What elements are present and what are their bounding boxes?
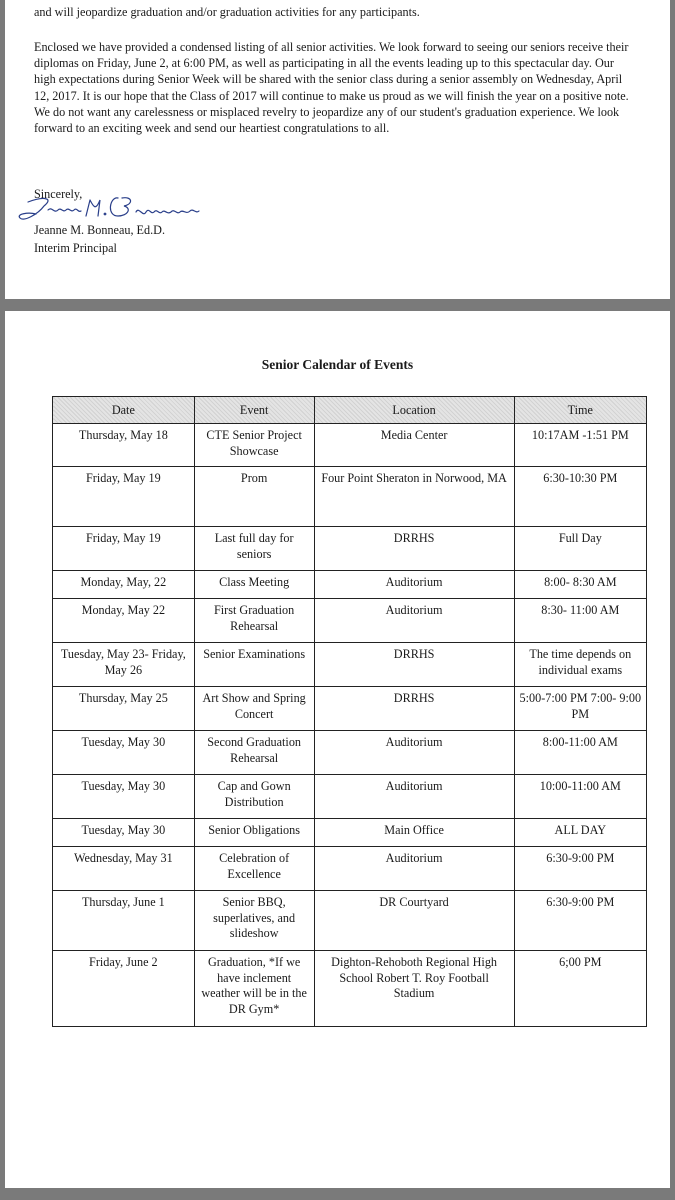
cell-date: Thursday, May 25 — [53, 687, 195, 731]
table-row — [53, 775, 647, 819]
table-row — [53, 731, 647, 775]
header-location: Location — [314, 397, 514, 424]
cell-time: 6:30-10:30 PM — [514, 467, 646, 527]
cell-date: Thursday, May 18 — [53, 424, 195, 467]
table-header-row — [53, 397, 647, 424]
cell-date: Tuesday, May 30 — [53, 775, 195, 819]
cell-event: Class Meeting — [194, 571, 314, 599]
cell-date: Thursday, June 1 — [53, 891, 195, 951]
cell-event: Senior BBQ, superlatives, and slideshow — [194, 891, 314, 951]
cell-time: 8:00-11:00 AM — [514, 731, 646, 775]
cell-location: Dighton-Rehoboth Regional High School Robert T. Roy Football Stadium — [314, 951, 514, 1027]
table-row — [53, 424, 647, 467]
cell-date: Monday, May 22 — [53, 599, 195, 643]
cell-location: Media Center — [314, 424, 514, 467]
cell-location: Auditorium — [314, 775, 514, 819]
cell-date: Tuesday, May 30 — [53, 819, 195, 847]
cell-time: 10:17AM -1:51 PM — [514, 424, 646, 467]
cell-event: Last full day for seniors — [194, 527, 314, 571]
cell-time: 10:00-11:00 AM — [514, 775, 646, 819]
table-row — [53, 951, 647, 1027]
header-event: Event — [194, 397, 314, 424]
letter-closing: Sincerely, — [34, 187, 83, 201]
cell-time: Full Day — [514, 527, 646, 571]
cell-date: Tuesday, May 30 — [53, 731, 195, 775]
cell-event: Art Show and Spring Concert — [194, 687, 314, 731]
cell-date: Monday, May, 22 — [53, 571, 195, 599]
table-row — [53, 571, 647, 599]
table-row — [53, 891, 647, 951]
cell-time: ALL DAY — [514, 819, 646, 847]
cell-event: Celebration of Excellence — [194, 847, 314, 891]
cell-time: 6;00 PM — [514, 951, 646, 1027]
cell-event: CTE Senior Project Showcase — [194, 424, 314, 467]
table-row — [53, 467, 647, 527]
signer-title: Interim Principal — [34, 241, 117, 255]
cell-location: Auditorium — [314, 571, 514, 599]
cell-event: Second Graduation Rehearsal — [194, 731, 314, 775]
table-row — [53, 847, 647, 891]
cell-location: Auditorium — [314, 599, 514, 643]
cell-event: First Graduation Rehearsal — [194, 599, 314, 643]
cell-location: DRRHS — [314, 643, 514, 687]
cell-location: Auditorium — [314, 731, 514, 775]
table-row — [53, 599, 647, 643]
cell-event: Graduation, *If we have inclement weather will be in the DR Gym* — [194, 951, 314, 1027]
letter-line-top: and will jeopardize graduation and/or graduation activities for any participants. — [34, 5, 420, 19]
cell-time: 8:00- 8:30 AM — [514, 571, 646, 599]
cell-time: 6:30-9:00 PM — [514, 847, 646, 891]
cell-event: Senior Obligations — [194, 819, 314, 847]
cell-date: Wednesday, May 31 — [53, 847, 195, 891]
cell-location: DRRHS — [314, 687, 514, 731]
table-row — [53, 819, 647, 847]
header-date: Date — [53, 397, 195, 424]
cell-date: Friday, May 19 — [53, 467, 195, 527]
cell-event: Prom — [194, 467, 314, 527]
cell-location: DRRHS — [314, 527, 514, 571]
cell-date: Tuesday, May 23- Friday, May 26 — [53, 643, 195, 687]
table-row — [53, 643, 647, 687]
events-table — [52, 396, 647, 1027]
table-row — [53, 687, 647, 731]
cell-time: 8:30- 11:00 AM — [514, 599, 646, 643]
cell-event: Cap and Gown Distribution — [194, 775, 314, 819]
cell-date: Friday, June 2 — [53, 951, 195, 1027]
signer-name: Jeanne M. Bonneau, Ed.D. — [34, 223, 165, 237]
header-time: Time — [514, 397, 646, 424]
cell-location: Main Office — [314, 819, 514, 847]
cell-time: 5:00-7:00 PM 7:00- 9:00 PM — [514, 687, 646, 731]
cell-location: Auditorium — [314, 847, 514, 891]
cell-event: Senior Examinations — [194, 643, 314, 687]
cell-location: Four Point Sheraton in Norwood, MA — [314, 467, 514, 527]
cell-date: Friday, May 19 — [53, 527, 195, 571]
cell-location: DR Courtyard — [314, 891, 514, 951]
cell-time: 6:30-9:00 PM — [514, 891, 646, 951]
table-row — [53, 527, 647, 571]
letter-paragraph: Enclosed we have provided a condensed listing of all senior activities. We look forward to seeing our seniors receive their diplomas on Friday, June 2, at 6:00 PM, as well as participating in all the events leading up to this spectacular day. Our high expectations during Senior Week will be shared with the senior class during a senior assembly on Wednesday, April 12, 2017. It is our hope that the Class of 2017 will continue to make us proud as we will finish the year on a positive note. We do not want any carelessness or misplaced revelry to jeopardize any of our student's graduation experience. We look forward to an exciting week and send our heartiest congratulations to all. — [34, 40, 629, 136]
calendar-title: Senior Calendar of Events — [261, 357, 414, 372]
cell-time: The time depends on individual exams — [514, 643, 646, 687]
